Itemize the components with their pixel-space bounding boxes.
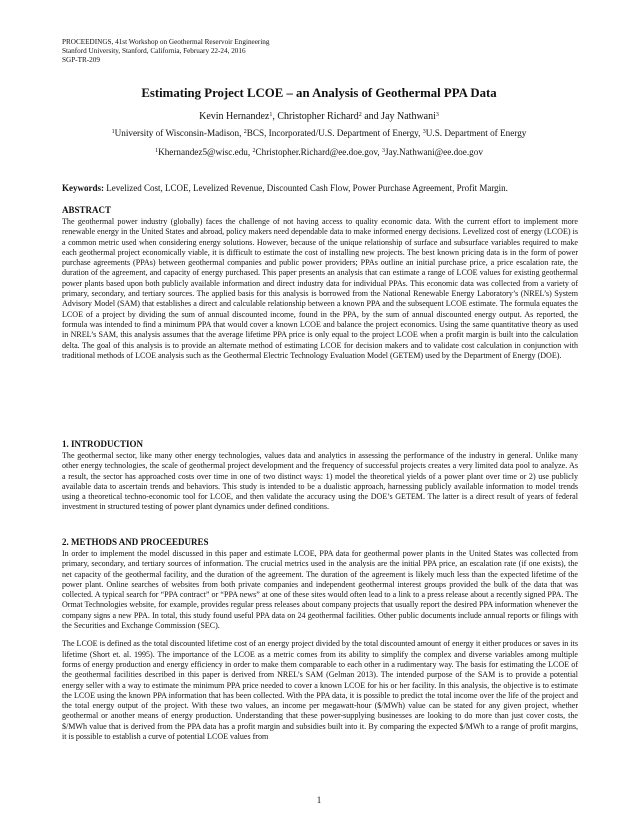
methods-heading: 2. METHODS AND PROCEEDURES: [62, 537, 209, 547]
introduction-heading: 1. INTRODUCTION: [62, 439, 144, 449]
paper-title: Estimating Project LCOE – an Analysis of Geothermal PPA Data: [141, 86, 497, 100]
introduction-section: [62, 439, 578, 513]
author: Jay Nathwani$^3$: [381, 111, 439, 122]
keywords-label: Keywords:: [62, 183, 104, 193]
author: Kevin Hernandez$^1$,: [199, 111, 278, 122]
page-number: 1: [316, 795, 322, 805]
author: Christopher Richard$^2$ and: [277, 111, 382, 122]
abstract-section: [62, 205, 578, 361]
author-emails: $^1$Khernandez5@wisc.edu, $^2$Christopher.Richard@ee.doe.gov, $^3$Jay.Nathwani@ee.doe.gov: [155, 147, 483, 157]
keywords-text: Levelized Cost, LCOE, Levelized Revenue, Discounted Cash Flow, Power Purchase Agreement, Profit Margin.: [104, 183, 508, 193]
proceedings-header: [62, 38, 270, 65]
affiliation: U.S. Department of Energy: [425, 128, 527, 138]
header-line-3: SGP-TR-209: [62, 56, 100, 64]
abstract-paragraph: The geothermal power industry (globally) faces the challenge of not having access to quality economic data. With the current effort to implement more renewable energy in the United States and abroad, policy makers need dependable data to make informed energy decisions. Levelized cost of energy (LCOE) is a common metric used when considering energy solutions. However, because of the unique relationship of surface and subsurface variables required to make each geothermal project economically viable, it is difficult to estimate the cost of installing new projects. The best known pricing data is in the form of power purchase agreements (PPAs) between geothermal companies and public power providers; PPAs outline an initial purchase price, a price escalation rate, the duration of the agreement, and capacity of energy purchased. This paper presents an analysis that can estimate a range of LCOE values for existing geothermal power plants based upon both publicly available information and direct industry data for individual PPAs. This economic data was collected from a variety of primary, secondary, and tertiary sources. The applied basis for this analysis is borrowed from the National Renewable Energy Laboratory’s (NREL’s) System Advisory Model (SAM) that establishes a direct and calculable relationship between a known PPA and the subsequent LCOE estimate. The formula equates the LCOE of a project by dividing the sum of annual discounted income, found in the PPA, by the sum of annual discounted energy output. As reported, the formula was intended to find a minimum PPA that would cover a known LCOE and balance the project economics. Using the same quantitative theory as used in NREL’s SAM, this analysis assumes that the average lifetime PPA price is only equal to the project LCOE when a profit margin is built into the calculation delta. The goal of this analysis is to provide an alternate method of estimating LCOE for decision makers and to validate cost calculation in conjunction with traditional methods of LCOE analysis such as the Geothermal Electric Technology Evaluation Model (GETEM) used by the Department of Energy (DOE).: [62, 217, 578, 360]
affiliation: University of Wisconsin-Madison,: [114, 128, 244, 138]
affiliations: $^1$University of Wisconsin-Madison, $^2$BCS, Incorporated/U.S. Department of Energy, $^3$U.S. Department of Energy: [111, 128, 527, 138]
introduction-paragraph: The geothermal sector, like many other energy technologies, values data and analytics in assessing the performance of the industry in general. Unlike many other energy technologies, the scale of geothermal project development and the frequency of successful projects creates a very limited data pool to analyze. As a result, the sector has approached costs over time in one of two distinct ways: 1) model the theoretical yields of a power plant over time or 2) use publicly available data to ascertain trends and behaviors. This study is intended to be a dualistic approach, harnessing publicly available information to model trends using a theoretical techno-economic tool for LCOE, and then validate the accuracy using the DOE’s GETEM. The latter is a direct result of years of federal investment in structured testing of power plant dynamics under defined conditions.: [62, 451, 578, 512]
methods-paragraph: The LCOE is defined as the total discounted lifetime cost of an energy project divided by the total discounted amount of energy it either produces or saves in its lifetime (Short et. al. 1995). The importance of the LCOE as a metric comes from its ability to simplify the complex and diverse variables among multiple forms of energy production and energy efficiency in order to make them comparable to each other in a rudimentary way. The basis for estimating the LCOE of the geothermal facilities described in this paper is derived from NREL’s SAM (Gelman 2013). The intended purpose of the SAM is to provide a potential energy seller with a way to estimate the minimum PPA price needed to cover a known LCOE for his or her facility. In this analysis, the objective is to estimate the LCOE using the known PPA information that has been collected. With the PPA data, it is possible to predict the total income over the life of the project and the total energy output of the project. With these two values, an income per megawatt-hour ($/MWh) value can be stated for any given project, whether geothermal or another means of energy production. Understanding that these power-supplying businesses are looking to do more than just cover costs, the $/MWh value that is derived from the PPA data has a profit margin and subsidies built into it. By comparing the expected $/MWh to a range of profit margins, it is possible to establish a curve of potential LCOE values from: [62, 639, 578, 742]
affiliation: BCS, Incorporated/U.S. Department of Energy,: [246, 128, 423, 138]
keywords: [62, 183, 578, 193]
methods-paragraph: In order to implement the model discussed in this paper and estimate LCOE, PPA data for geothermal power plants in the United States was collected from primary, secondary, and tertiary sources of information. The crucial metrics used in the analysis are the initial PPA price, an escalation rate (if one exists), the net capacity of the geothermal facility, and the duration of the agreement. The duration of the agreement is likely much less than the expected lifetime of the power plant. Online searches of websites from both private companies and independent geothermal interest groups provided the bulk of the data that was collected. A typical search for “PPA contract” or “PPA news” at one of these sites would often lead to a link to a press release about a recently signed PPA. The Ormat Technologies website, for example, provides regular press releases about company projects that usually report the desired PPA information whenever the company signs a new PPA. In total, this study found useful PPA data on 24 geothermal facilities. Other public documents include annual reports or filings with the Securities and Exchange Commission (SEC).: [62, 549, 578, 631]
methods-section: [62, 537, 578, 742]
email: Christopher.Richard@ee.doe.gov,: [255, 147, 383, 157]
email: Jay.Nathwani@ee.doe.gov: [385, 147, 483, 157]
abstract-heading: ABSTRACT: [62, 205, 112, 215]
email: Khernandez5@wisc.edu,: [158, 147, 253, 157]
header-line-2: Stanford University, Stanford, California, February 22-24, 2016: [62, 47, 246, 55]
header-line-1: PROCEEDINGS, 41st Workshop on Geothermal Reservoir Engineering: [62, 38, 270, 46]
author-list: [0, 111, 638, 122]
